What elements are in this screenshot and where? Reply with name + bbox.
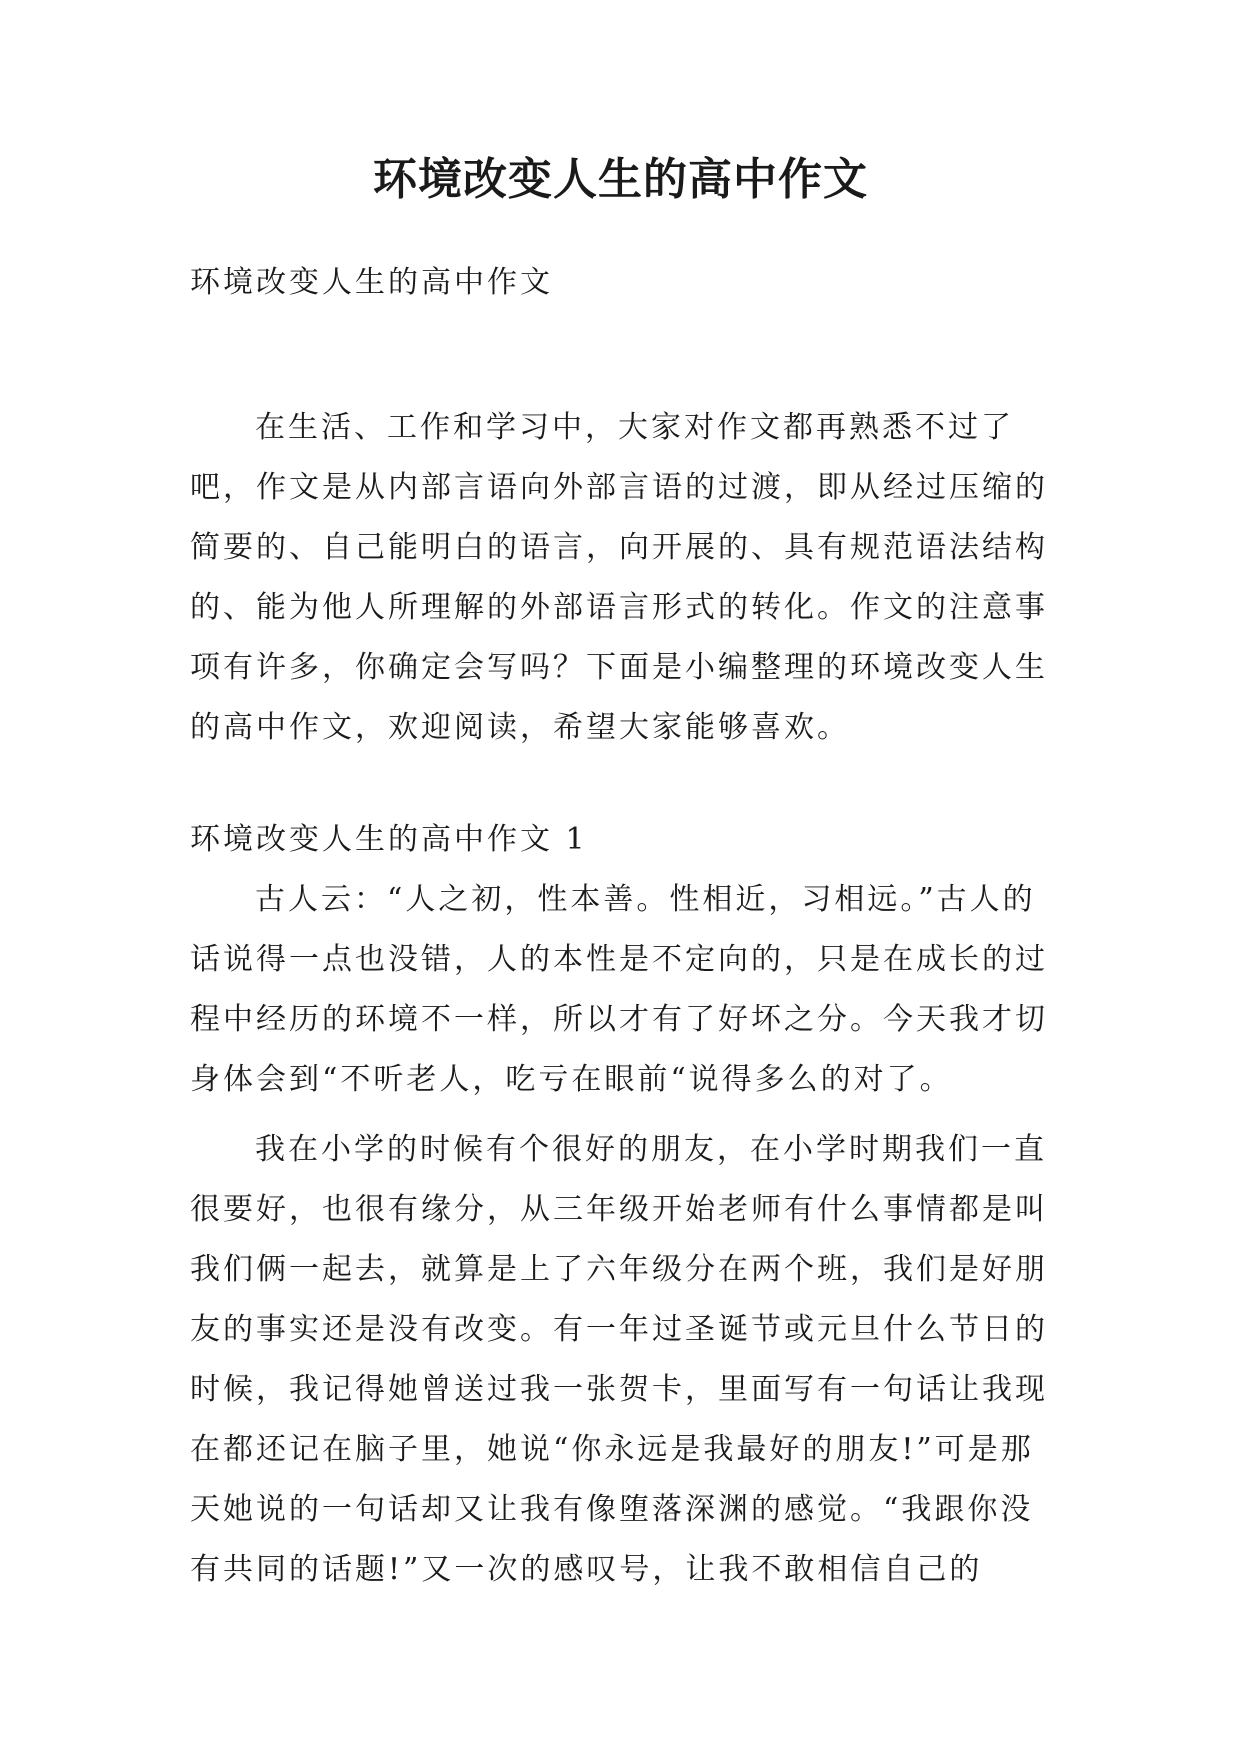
- intro-paragraph: 在生活、工作和学习中，大家对作文都再熟悉不过了吧，作文是从内部言语向外部言语的过渡，即从经过压缩的简要的、自己能明白的语言，向开展的、具有规范语法结构的、能为他人所理解的外部语言形式的转化。作文的注意事项有许多，你确定会写吗？下面是小编整理的环境改变人生的高中作文，欢迎阅读，希望大家能够喜欢。: [190, 410, 1048, 745]
- body-paragraph-2: 我在小学的时候有个很好的朋友，在小学时期我们一直很要好，也很有缘分，从三年级开始老师有什么事情都是叫我们俩一起去，就算是上了六年级分在两个班，我们是好朋友的事实还是没有改变。有一年过圣诞节或元旦什么节日的时候，我记得她曾送过我一张贺卡，里面写有一句话让我现在都还记在脑子里，她说“你永远是我最好的朋友!”可是那天她说的一句话却又让我有像堕落深渊的感觉。“我跟你没有共同的话题!”又一次的感叹号，让我不敢相信自己的: [190, 1132, 1048, 1587]
- document-title: 环境改变人生的高中作文: [373, 154, 868, 205]
- section-heading: 环境改变人生的高中作文 1: [190, 822, 588, 857]
- body-paragraph-1: 古人云：“人之初，性本善。性相近，习相远。”古人的话说得一点也没错，人的本性是不定向的，只是在成长的过程中经历的环境不一样，所以才有了好坏之分。今天我才切身体会到“不听老人，吃亏在眼前“说得多么的对了。: [190, 882, 1048, 1097]
- document-subtitle: 环境改变人生的高中作文: [190, 265, 553, 300]
